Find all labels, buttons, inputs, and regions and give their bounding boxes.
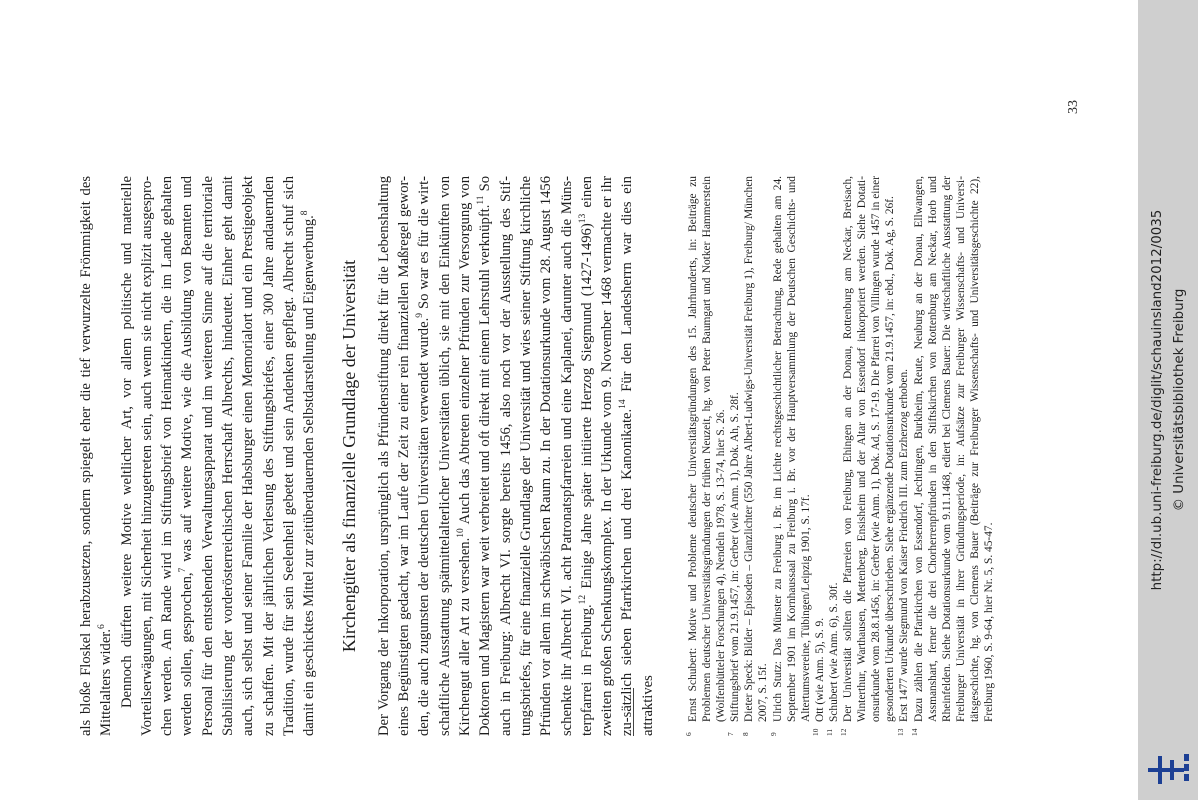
footnote: 12Der Universität sollten die Pfarreien von Freiburg, Ehingen an der Donau, Rottenburg am Neckar, Breisach, Winterthur, Warthausen, Mettenberg, Ensisheim und der Altar von Essendorf inkorporiert werden. Siehe Dotati-onsurkunde vom 28.8.1456, in: Gerber (wie Anm. 1), Dok. Ad, S. 17-19. Die Pfarrei von Villingen wurde 1457 in einer gesonderten Urkunde überschrieben. Siehe ergänzende Dotationsurkunde vom 21.9.1457, in: ebd., Dok. Ag, S. 26f.	[839, 176, 897, 736]
footnote: 7Stiftungsbrief vom 21.9.1457, in: Gerber (wie Anm. 1), Dok. Ah, S. 28f.	[726, 392, 742, 736]
footnote-ref[interactable]: 14	[618, 399, 629, 409]
footnote-ref[interactable]: 9	[415, 313, 426, 318]
footnote: 10Ott (wie Anm. 5), S. 9.	[811, 617, 826, 736]
footnote-ref[interactable]: 7	[178, 567, 189, 573]
footnote: 11Schubert (wie Anm. 6), S. 30f.	[825, 582, 840, 736]
footnote: 6Ernst Schubert: Motive und Probleme deutscher Universitätsgründungen des 15. Jahrhunderts, in: Beiträge zu Problemen deutscher Universitätsgründungen der frühen Neuzeit, hg. von Peter Baumgart und Notker Hammerstein (Wolfenbütteler Forschungen 4), Nendeln 1978, S. 13-74, hier S. 26.	[684, 176, 728, 736]
footnotes-block	[686, 176, 996, 736]
footnote-ref[interactable]: 11	[476, 195, 487, 205]
source-url[interactable]: http://dl.ub.uni-freiburg.de/diglit/schauinsland2012/0035	[1150, 209, 1165, 591]
ub-freiburg-logo-icon	[1144, 748, 1192, 792]
library-sidebar	[1138, 0, 1198, 800]
paragraph-1: als bloße Floskel herabzusetzen, sondern spiegelt eher die tief verwurzelte Frömmigkeit des Mittelalters wider.$^6$	[78, 176, 115, 736]
footnote: 9Ulrich Stutz: Das Münster zu Freiburg i. Br. im Lichte rechtsgeschichtlicher Betrachtung, Rede gehalten am 24. September 1901 im Kornhaussaal zu Freiburg i. Br. vor der Hauptversammlung der Deutschen Geschichts- und Altertumsvereine, Tübingen/Leipzig 1901, S. 17f.	[768, 176, 812, 736]
sidebar-text	[1138, 0, 1198, 800]
main-text-block	[76, 176, 658, 736]
paragraph-2: Dennoch dürften weitere Motive weltlicher Art, vor allem politische und materielle Vorteilserwägungen, mit Sicherheit hinzugetreten sein, auch wenn sie nicht explizit ausgespro-chen werden. Am Rande wird im Stiftungsbrief von Heimatkindern, die im Lande gehalten werden sollen, gesprochen,$^7$ was auf weitere Motive, wie die Ausbildung von Beamten und Personal für den entstehenden Verwaltungsapparat und im weiteren Sinne auf die territoriale Stabilisierung der vorderösterreichischen Herrschaft Albrechts, hindeutet. Einher geht damit auch, sich selbst und seiner Familie der Habsburger einen Memorialort und ein Prestigeobjekt zu schaffen. Mit der jährlichen Verlesung des Stiftungsbriefes, einer 300 Jahre andauernden Tradition, wurde für sein Seelenheil gebetet und sein Andenken gepflegt. Albrecht schuf sich damit ein geschicktes Mittel zur zeitüberdauernden Selbstdarstellung und Eigenwerbung.$^8$	[118, 175, 318, 736]
page-number: 33	[1066, 100, 1081, 114]
footnote-ref[interactable]: 10	[456, 528, 467, 538]
footnote: 13Erst 1477 wurde Siegmund von Kaiser Friedrich III. zum Erzherzog erhoben.	[895, 368, 911, 736]
footnote-ref[interactable]: 6	[97, 624, 108, 629]
footnote: 8Dieter Speck: Bilder – Episoden – Glanzlichter (550 Jahre Albert-Ludwigs-Universität Freiburg 1), Freiburg/ München 2007, S. 15f.	[740, 176, 770, 736]
footnote-ref[interactable]: 12	[577, 594, 588, 605]
copyright-notice: © Universitätsbibliothek Freiburg	[1172, 288, 1187, 512]
footnote-ref[interactable]: 8	[300, 210, 311, 216]
footnote-ref[interactable]: 13	[577, 213, 588, 224]
footnote: 14Dazu zählen die Pfarrkirchen von Essendorf, Jechtingen, Burkheim, Reute, Neuburg an der Donau, Ellwangen, Assmanshart, ferner die drei Chorherrenpfründen in den Stiftskirchen von Rottenburg am Neckar, Horb und Rheinfelden. Siehe Dotationsurkunde vom 9.11.1468, ediert bei Clemens Bauer: Die wirtschaftliche Ausstattung der Freiburger Universität in ihrer Gründungsperiode, in: Aufsätze zur Freiburger Wissenschafts- und Universi-tätsgeschichte, hg. von Clemens Bauer (Beiträge zur Freiburger Wissenschafts- und Universitätsgeschichte 22), Freiburg 1960, S. 9-64, hier Nr. 5, S. 45-47.	[909, 176, 995, 736]
paragraph-3: Der Vorgang der Inkorporation, ursprünglich als Pfründenstiftung direkt für die Lebenshaltung eines Begünstigten gedacht, war im Laufe der Zeit zu einer rein finanziellen Maßregel gewor-den, die auch zugunsten der deutschen Universitäten verwendet wurde.$^9$ So war es für die wirt-schaftliche Ausstattung spätmittelalterlicher Universitäten üblich, sie mit den Einkünften von Kirchengut aller Art zu versehen.$^{10}$ Auch das Abtreten einzelner Pfründen zur Versorgung von Doktoren und Magistern war weit verbreitet und oft direkt mit einem Lehrstuhl verknüpft.$^{11}$ So auch in Freiburg: Albrecht VI. sorgte bereits 1456, also noch vor der Ausstellung des Stif-tungsbriefes, für eine finanzielle Grundlage der Universität und wies seiner Stiftung kirchliche Pfründen vor allem im schwäbischen Raum zu. In der Dotationsurkunde vom 28. August 1456 schenkte ihr Albrecht VI. acht Patronatspfarreien und eine Kaplanei, darunter auch die Müns-terpfarrei in Freiburg.$^{12}$ Einige Jahre später initiierte Herzog Siegmund (1427-1496)$^{13}$ einen zweiten großen Schenkungskomplex. In der Urkunde vom 9. November 1468 vermachte er ihr zu-sätzlich sieben Pfarrkirchen und drei Kanonikate.$^{14}$ Für den Landesherrn war dies ein attraktives	[375, 175, 656, 736]
footnote-divider	[633, 688, 634, 736]
section-heading: Kirchengüter als finanzielle Grundlage der Universität	[338, 259, 359, 653]
